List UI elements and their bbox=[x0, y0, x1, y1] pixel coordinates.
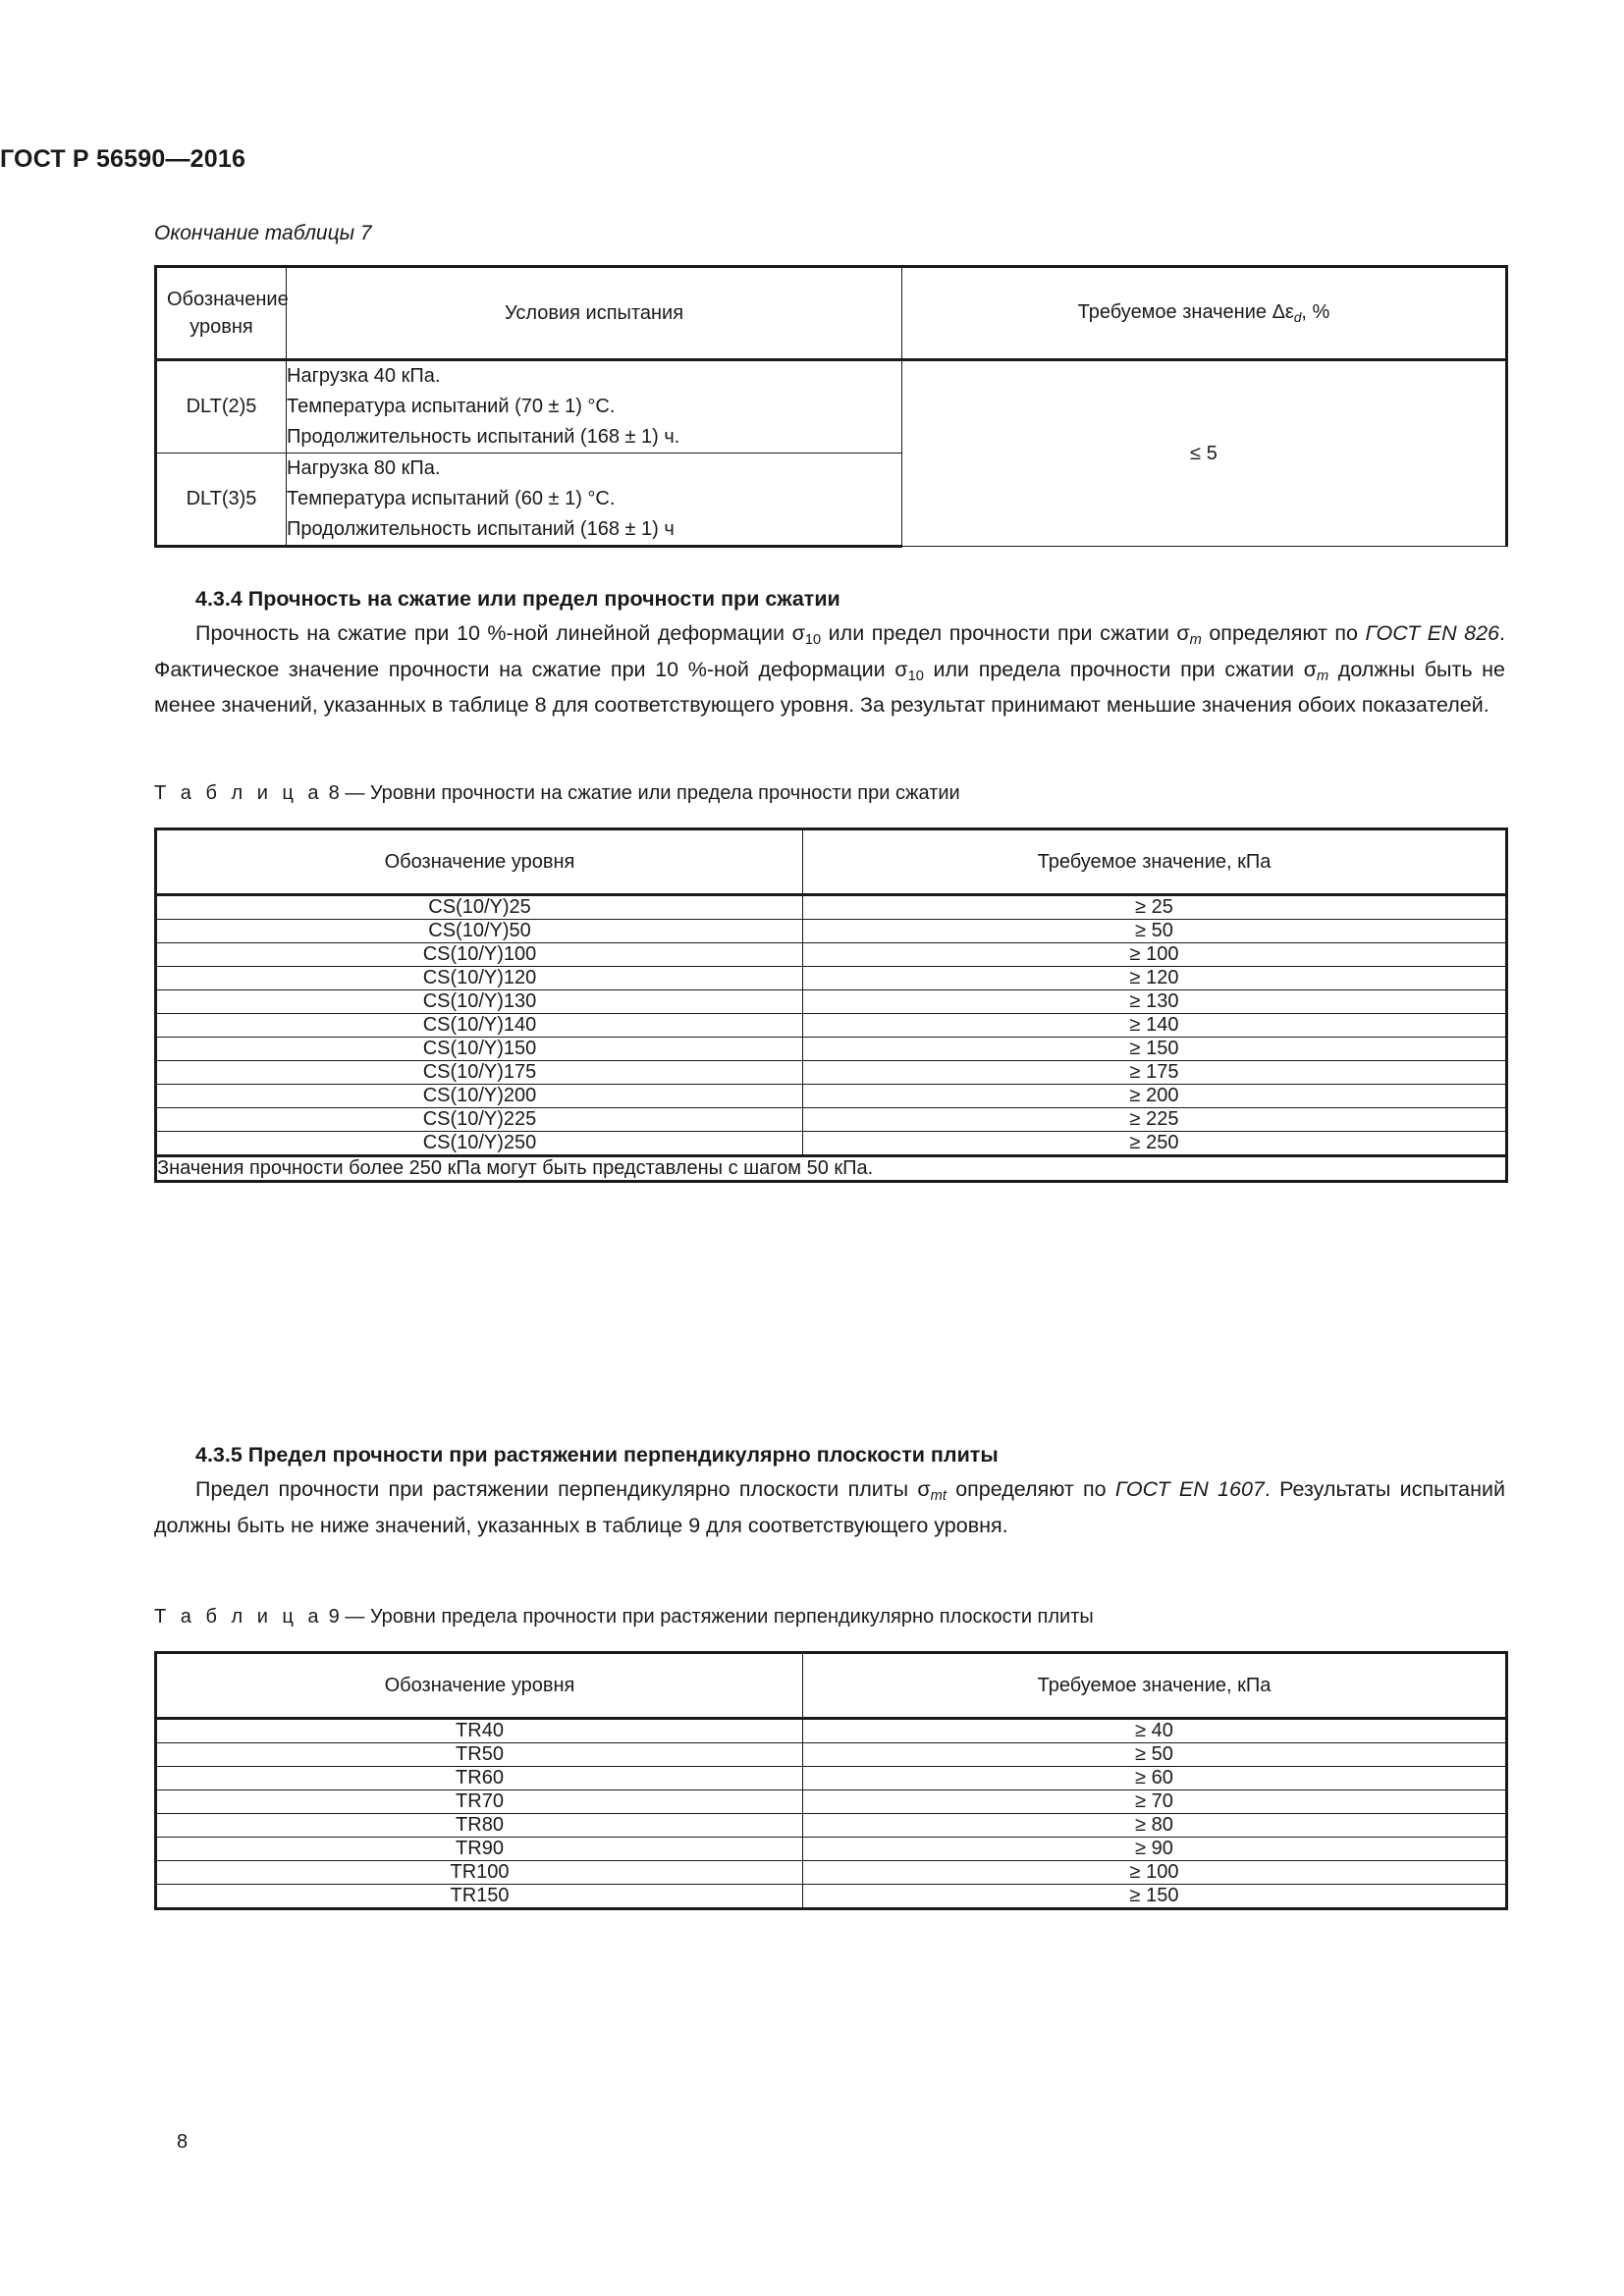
table8-header-value-label: Требуемое значение, кПа bbox=[1037, 851, 1272, 873]
table-row bbox=[156, 1790, 1507, 1814]
table8-row6-value: ≥ 150 bbox=[803, 1038, 1507, 1061]
table8-header-value bbox=[803, 829, 1507, 895]
table8-caption-wrap bbox=[154, 782, 960, 805]
table-row bbox=[156, 967, 1507, 990]
table-row bbox=[156, 1132, 1507, 1156]
table8-row10-value: ≥ 250 bbox=[803, 1132, 1507, 1156]
table-row bbox=[156, 920, 1507, 943]
section-434 bbox=[154, 587, 1505, 722]
table9-header-level-label: Обозначение уровня bbox=[384, 1675, 575, 1696]
table9-row5-level: TR90 bbox=[156, 1838, 803, 1861]
table9-row5-value: ≥ 90 bbox=[803, 1838, 1507, 1861]
table8-row7-level: CS(10/Y)175 bbox=[156, 1061, 803, 1085]
table8-wrap bbox=[154, 828, 1508, 1183]
table8-row5-value: ≥ 140 bbox=[803, 1014, 1507, 1038]
table7-row1-cond2: Продолжительность испытаний (168 ± 1) ч bbox=[287, 518, 675, 540]
table8-caption-label: Т а б л и ц а bbox=[154, 782, 324, 804]
table7-row0-level: DLT(2)5 bbox=[156, 360, 287, 454]
table9-caption-label: Т а б л и ц а bbox=[154, 1606, 324, 1628]
table7-header-value-label bbox=[902, 281, 1505, 346]
table7-caption-wrap bbox=[154, 222, 372, 245]
p434-ref1: ГОСТ EN 826 bbox=[1365, 621, 1500, 645]
p435-part2: определяют по bbox=[946, 1477, 1115, 1501]
table8-body bbox=[156, 895, 1507, 1182]
table9-row6-value: ≥ 100 bbox=[803, 1861, 1507, 1885]
table8-row0-value: ≥ 25 bbox=[803, 895, 1507, 920]
table8-row2-level: CS(10/Y)100 bbox=[156, 943, 803, 967]
table7-header-conditions-label: Условия испытания bbox=[504, 302, 684, 324]
table9-row4-level: TR80 bbox=[156, 1814, 803, 1838]
table8-row3-level: CS(10/Y)120 bbox=[156, 967, 803, 990]
table9-header-row bbox=[156, 1653, 1507, 1719]
table9-caption-wrap bbox=[154, 1606, 1094, 1629]
table7-row0-cond2: Продолжительность испытаний (168 ± 1) ч. bbox=[287, 426, 680, 448]
table9-caption-number: 9 bbox=[328, 1606, 340, 1628]
table8-row2-value: ≥ 100 bbox=[803, 943, 1507, 967]
table9-row3-level: TR70 bbox=[156, 1790, 803, 1814]
p434-part3: определяют по bbox=[1201, 621, 1366, 645]
p434-sub1: 10 bbox=[804, 632, 822, 649]
table7-header-value bbox=[902, 267, 1507, 360]
table-row bbox=[156, 1108, 1507, 1132]
table9-row1-value: ≥ 50 bbox=[803, 1743, 1507, 1767]
section-435 bbox=[154, 1443, 1505, 1542]
section-434-paragraph bbox=[154, 617, 1505, 722]
table8-note-row bbox=[156, 1156, 1507, 1182]
table8-note: Значения прочности более 250 кПа могут быть представлены с шагом 50 кПа. bbox=[156, 1156, 1507, 1182]
p435-ref1: ГОСТ EN 1607 bbox=[1114, 1477, 1265, 1501]
table7-header-value-sub: d bbox=[1293, 309, 1302, 325]
table9 bbox=[154, 1651, 1508, 1910]
table9-row3-value: ≥ 70 bbox=[803, 1790, 1507, 1814]
table-row bbox=[156, 1743, 1507, 1767]
table7-header-value-text: Требуемое значение Δε bbox=[1077, 301, 1294, 323]
table9-row7-level: TR150 bbox=[156, 1885, 803, 1909]
table-row bbox=[156, 1861, 1507, 1885]
p434-part6: должны быть не менее значений, указанных в таблице 8 для соответствующего уровня. За результат принимают меньшие значения обоих показателей. bbox=[154, 657, 1505, 717]
table7-wrap bbox=[154, 265, 1508, 548]
page-number: 8 bbox=[177, 2131, 189, 2153]
table-row bbox=[156, 1838, 1507, 1861]
p434-part1: Прочность на сжатие при 10 %-ной линейной деформации σ bbox=[195, 621, 805, 645]
p434-sub3: 10 bbox=[907, 667, 924, 684]
table-row bbox=[156, 1814, 1507, 1838]
table8-header-level bbox=[156, 829, 803, 895]
table-row bbox=[156, 1014, 1507, 1038]
table9-body bbox=[156, 1719, 1507, 1909]
p434-part5: или предела прочности при сжатии σ bbox=[923, 657, 1317, 681]
table9-row1-level: TR50 bbox=[156, 1743, 803, 1767]
table8-row9-value: ≥ 225 bbox=[803, 1108, 1507, 1132]
document-header: ГОСТ Р 56590—2016 bbox=[0, 145, 246, 173]
table8-row5-level: CS(10/Y)140 bbox=[156, 1014, 803, 1038]
table9-row2-level: TR60 bbox=[156, 1767, 803, 1790]
table7-header-level bbox=[156, 267, 287, 360]
table7-header-row bbox=[156, 267, 1507, 360]
table9-row0-value: ≥ 40 bbox=[803, 1719, 1507, 1743]
table8-row8-level: CS(10/Y)200 bbox=[156, 1085, 803, 1108]
table-row bbox=[156, 990, 1507, 1014]
table7-header-value-suffix: , % bbox=[1301, 301, 1330, 323]
table9-row0-level: TR40 bbox=[156, 1719, 803, 1743]
table8-row9-level: CS(10/Y)225 bbox=[156, 1108, 803, 1132]
section-435-paragraph bbox=[154, 1473, 1505, 1542]
table8-row4-value: ≥ 130 bbox=[803, 990, 1507, 1014]
p434-part2: или предел прочности при сжатии σ bbox=[821, 621, 1190, 645]
table-row bbox=[156, 1885, 1507, 1909]
table7-row0-cond1: Температура испытаний (70 ± 1) °С. bbox=[287, 396, 616, 417]
table8-row7-value: ≥ 175 bbox=[803, 1061, 1507, 1085]
table-row bbox=[156, 360, 1507, 454]
section-435-heading: 4.3.5 Предел прочности при растяжении перпендикулярно плоскости плиты bbox=[195, 1443, 999, 1467]
table7-row1-cond0: Нагрузка 80 кПа. bbox=[287, 457, 441, 479]
table-row bbox=[156, 1767, 1507, 1790]
table8-row0-level: CS(10/Y)25 bbox=[156, 895, 803, 920]
table-row bbox=[156, 1061, 1507, 1085]
table7-row1-level: DLT(3)5 bbox=[156, 454, 287, 547]
table8-caption bbox=[154, 782, 960, 805]
p434-sub2: m bbox=[1189, 632, 1202, 649]
table8-row4-level: CS(10/Y)130 bbox=[156, 990, 803, 1014]
table9-wrap bbox=[154, 1651, 1508, 1910]
table7-header-level-label: Обозначение уровня bbox=[167, 289, 289, 338]
table9-caption-text: — Уровни предела прочности при растяжении перпендикулярно плоскости плиты bbox=[345, 1606, 1094, 1628]
table8-caption-number: 8 bbox=[328, 782, 340, 804]
table7-required-value: ≤ 5 bbox=[902, 360, 1507, 547]
table7-header-conditions bbox=[287, 267, 902, 360]
table8 bbox=[154, 828, 1508, 1183]
table7-row1-cond1: Температура испытаний (60 ± 1) °С. bbox=[287, 488, 616, 509]
p434-sub4: m bbox=[1316, 667, 1329, 684]
table-row bbox=[156, 895, 1507, 920]
table8-caption-text: — Уровни прочности на сжатие или предела прочности при сжатии bbox=[345, 782, 960, 804]
p435-part1: Предел прочности при растяжении перпендикулярно плоскости плиты σ bbox=[195, 1477, 931, 1501]
p434-part4: . Фактическое значение прочности на сжатие при 10 %-ной деформации σ bbox=[154, 621, 1505, 681]
table7-row0-conditions bbox=[287, 360, 902, 454]
table9-header-value bbox=[803, 1653, 1507, 1719]
table-row bbox=[156, 1719, 1507, 1743]
table-row bbox=[156, 1038, 1507, 1061]
table-row bbox=[156, 1085, 1507, 1108]
table8-row3-value: ≥ 120 bbox=[803, 967, 1507, 990]
table9-header-level bbox=[156, 1653, 803, 1719]
table9-row6-level: TR100 bbox=[156, 1861, 803, 1885]
table9-row7-value: ≥ 150 bbox=[803, 1885, 1507, 1909]
section-434-heading: 4.3.4 Прочность на сжатие или предел прочности при сжатии bbox=[195, 587, 840, 611]
table7 bbox=[154, 265, 1508, 548]
table8-header-row bbox=[156, 829, 1507, 895]
p435-sub1: mt bbox=[930, 1488, 947, 1505]
table9-caption bbox=[154, 1606, 1094, 1629]
table8-row8-value: ≥ 200 bbox=[803, 1085, 1507, 1108]
table-row bbox=[156, 943, 1507, 967]
table8-row6-level: CS(10/Y)150 bbox=[156, 1038, 803, 1061]
table7-caption: Окончание таблицы 7 bbox=[154, 222, 372, 244]
p435-part3: . Результаты испытаний должны быть не ниже значений, указанных в таблице 9 для соответствующего уровня. bbox=[154, 1477, 1505, 1537]
table7-row1-conditions bbox=[287, 454, 902, 547]
table8-row1-level: CS(10/Y)50 bbox=[156, 920, 803, 943]
table8-row10-level: CS(10/Y)250 bbox=[156, 1132, 803, 1156]
table9-row4-value: ≥ 80 bbox=[803, 1814, 1507, 1838]
table8-header-level-label: Обозначение уровня bbox=[384, 851, 575, 873]
table9-header-value-label: Требуемое значение, кПа bbox=[1037, 1675, 1272, 1696]
table7-row0-cond0: Нагрузка 40 кПа. bbox=[287, 365, 441, 387]
table9-row2-value: ≥ 60 bbox=[803, 1767, 1507, 1790]
table8-row1-value: ≥ 50 bbox=[803, 920, 1507, 943]
